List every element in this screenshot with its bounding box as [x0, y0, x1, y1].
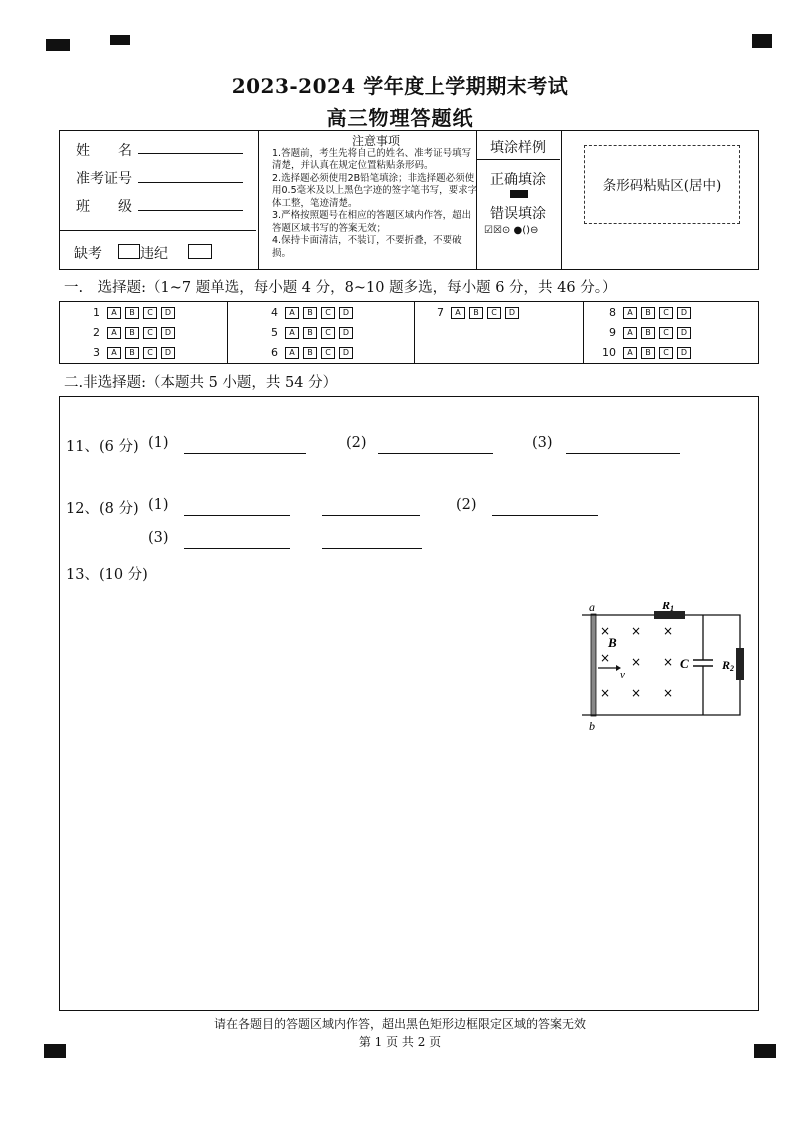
option-b[interactable]: B — [641, 307, 655, 319]
choice-row — [262, 306, 353, 319]
divider — [414, 302, 415, 363]
divider — [258, 131, 259, 269]
divider — [561, 131, 562, 269]
question-number: 1 — [93, 306, 100, 319]
question-number: 3 — [93, 346, 100, 359]
instruction-item: 1.答题前，考生先将自己的姓名、准考证号填写清楚，并认真在规定位置粘贴条形码。 — [272, 147, 472, 171]
header-info-box — [59, 130, 759, 270]
instruction-item: 3.严格按照题号在相应的答题区域内作答，超出答题区域书写的答案无效； — [272, 210, 472, 234]
q12-part2-blank[interactable] — [492, 515, 598, 516]
option-a[interactable]: A — [623, 307, 637, 319]
q11-part1-label: (1) — [148, 435, 169, 451]
choice-grid — [59, 301, 759, 364]
section2-heading: 二.非选择题:（本题共 5 小题，共 54 分） — [64, 375, 338, 391]
option-a[interactable]: A — [107, 347, 121, 359]
field-cross: × — [631, 624, 642, 638]
conducting-rod — [591, 614, 596, 716]
label-b: b — [589, 719, 595, 733]
field-cross: × — [663, 624, 674, 638]
option-a[interactable]: A — [623, 327, 637, 339]
violation-label: 违纪 — [140, 246, 168, 262]
q12-part3-blank-b[interactable] — [322, 548, 422, 549]
option-c[interactable]: C — [321, 307, 335, 319]
circuit-diagram — [570, 602, 750, 737]
choice-row — [600, 306, 691, 319]
label-a: a — [589, 602, 595, 614]
name-field[interactable] — [138, 153, 243, 154]
q12-part1-label: (1) — [148, 497, 169, 513]
option-a[interactable]: A — [451, 307, 465, 319]
option-c[interactable]: C — [321, 327, 335, 339]
choice-row — [84, 346, 175, 359]
question-number: 4 — [271, 306, 278, 319]
absent-checkbox[interactable] — [118, 244, 140, 259]
option-d[interactable]: D — [677, 307, 691, 319]
class-label: 班 级 — [76, 199, 132, 215]
field-cross: × — [600, 686, 611, 700]
barcode-area — [584, 145, 740, 224]
option-b[interactable]: B — [125, 307, 139, 319]
option-b[interactable]: B — [641, 327, 655, 339]
option-c[interactable]: C — [659, 307, 673, 319]
label-r2: R2 — [722, 658, 735, 673]
label-capacitor: C — [680, 656, 689, 671]
q12-part1-blank-a[interactable] — [184, 515, 290, 516]
option-c[interactable]: C — [321, 347, 335, 359]
q12-part1-blank-b[interactable] — [322, 515, 420, 516]
option-b[interactable]: B — [469, 307, 483, 319]
section1-heading: 一. 选择题:（1~7 题单选，每小题 4 分，8~10 题多选，每小题 6 分，共 46 分。） — [64, 280, 617, 296]
option-d[interactable]: D — [161, 327, 175, 339]
instructions — [272, 135, 480, 260]
registration-mark — [110, 35, 130, 45]
field-cross: × — [631, 655, 642, 669]
option-a[interactable]: A — [285, 347, 299, 359]
registration-mark — [46, 39, 70, 51]
class-field[interactable] — [138, 210, 243, 211]
option-c[interactable]: C — [143, 347, 157, 359]
q11-part2-label: (2) — [346, 435, 367, 451]
label-field-b: B — [608, 635, 617, 650]
name-label: 姓 名 — [76, 143, 132, 159]
option-b[interactable]: B — [641, 347, 655, 359]
resistor-r2 — [736, 648, 744, 680]
option-d[interactable]: D — [677, 327, 691, 339]
option-b[interactable]: B — [125, 347, 139, 359]
barcode-label: 条形码粘贴区(居中) — [602, 178, 722, 194]
divider — [583, 302, 584, 363]
question-number: 2 — [93, 326, 100, 339]
option-c[interactable]: C — [659, 327, 673, 339]
instruction-item: 2.选择题必须使用2B铅笔填涂；非选择题必须使用0.5毫米及以上黑色字迹的签字笔书写，要求字体工整，笔迹清楚。 — [272, 172, 478, 209]
option-c[interactable]: C — [143, 307, 157, 319]
question-number: 8 — [609, 306, 616, 319]
question-number: 6 — [271, 346, 278, 359]
choice-row — [84, 326, 175, 339]
option-c[interactable]: C — [143, 327, 157, 339]
choice-row — [262, 326, 353, 339]
registration-mark — [752, 34, 772, 48]
field-cross: × — [663, 655, 674, 669]
violation-checkbox[interactable] — [188, 244, 212, 259]
field-cross: × — [663, 686, 674, 700]
option-c[interactable]: C — [487, 307, 501, 319]
question-number: 7 — [437, 306, 444, 319]
wrong-fill-samples: ☑☒⊙ ●()⊖ — [484, 225, 539, 236]
option-d[interactable]: D — [161, 307, 175, 319]
instruction-item: 4.保持卡面清洁，不装订，不要折叠，不要破损。 — [272, 235, 462, 259]
q12-part3-blank-a[interactable] — [184, 548, 290, 549]
instructions-title: 注意事项 — [351, 134, 400, 148]
option-b[interactable]: B — [125, 327, 139, 339]
exam-id-label: 准考证号 — [76, 171, 132, 187]
q11-part3-label: (3) — [532, 435, 553, 451]
divider — [227, 302, 228, 363]
fill-example-label: 填涂样例 — [490, 140, 546, 156]
option-a[interactable]: A — [285, 307, 299, 319]
option-d[interactable]: D — [339, 307, 353, 319]
exam-title: 2023-2024 学年度上学期期末考试 — [231, 74, 569, 98]
choice-row — [84, 306, 175, 319]
field-cross: × — [631, 686, 642, 700]
field-cross: × — [600, 624, 611, 638]
option-d[interactable]: D — [677, 347, 691, 359]
q12-label: 12、(8 分) — [66, 501, 139, 517]
option-b[interactable]: B — [303, 347, 317, 359]
option-b[interactable]: B — [303, 327, 317, 339]
choice-row — [600, 346, 691, 359]
choice-row — [428, 306, 519, 319]
divider — [60, 230, 256, 231]
q12-part3-label: (3) — [148, 530, 169, 546]
absent-label: 缺考 — [74, 246, 102, 262]
correct-fill-label: 正确填涂 — [490, 172, 546, 188]
q11-part1-blank[interactable] — [184, 453, 306, 454]
q11-part3-blank[interactable] — [566, 453, 680, 454]
q11-label: 11、(6 分) — [66, 439, 139, 455]
q12-part2-label: (2) — [456, 497, 477, 513]
option-d[interactable]: D — [505, 307, 519, 319]
wrong-fill-label: 错误填涂 — [490, 206, 546, 222]
option-c[interactable]: C — [659, 347, 673, 359]
choice-row — [262, 346, 353, 359]
correct-fill-sample — [510, 190, 528, 198]
option-a[interactable]: A — [107, 327, 121, 339]
label-r1: R1 — [662, 602, 675, 613]
question-number: 9 — [609, 326, 616, 339]
option-d[interactable]: D — [339, 347, 353, 359]
q13-label: 13、(10 分) — [66, 567, 148, 583]
answer-region — [59, 396, 759, 1011]
option-d[interactable]: D — [161, 347, 175, 359]
page-number: 第 1 页 共 2 页 — [358, 1035, 442, 1049]
option-b[interactable]: B — [303, 307, 317, 319]
choice-row — [600, 326, 691, 339]
footer-note: 请在各题目的答题区域内作答，超出黑色矩形边框限定区域的答案无效 — [213, 1017, 586, 1031]
option-a[interactable]: A — [285, 327, 299, 339]
exam-id-field[interactable] — [138, 182, 243, 183]
sheet-title: 高三物理答题纸 — [326, 106, 474, 130]
question-number: 10 — [602, 346, 616, 359]
option-a[interactable]: A — [107, 307, 121, 319]
option-a[interactable]: A — [623, 347, 637, 359]
question-number: 5 — [271, 326, 278, 339]
label-velocity: v — [620, 669, 625, 681]
divider — [476, 159, 560, 160]
option-d[interactable]: D — [339, 327, 353, 339]
q11-part2-blank[interactable] — [378, 453, 493, 454]
field-cross: × — [600, 651, 611, 665]
